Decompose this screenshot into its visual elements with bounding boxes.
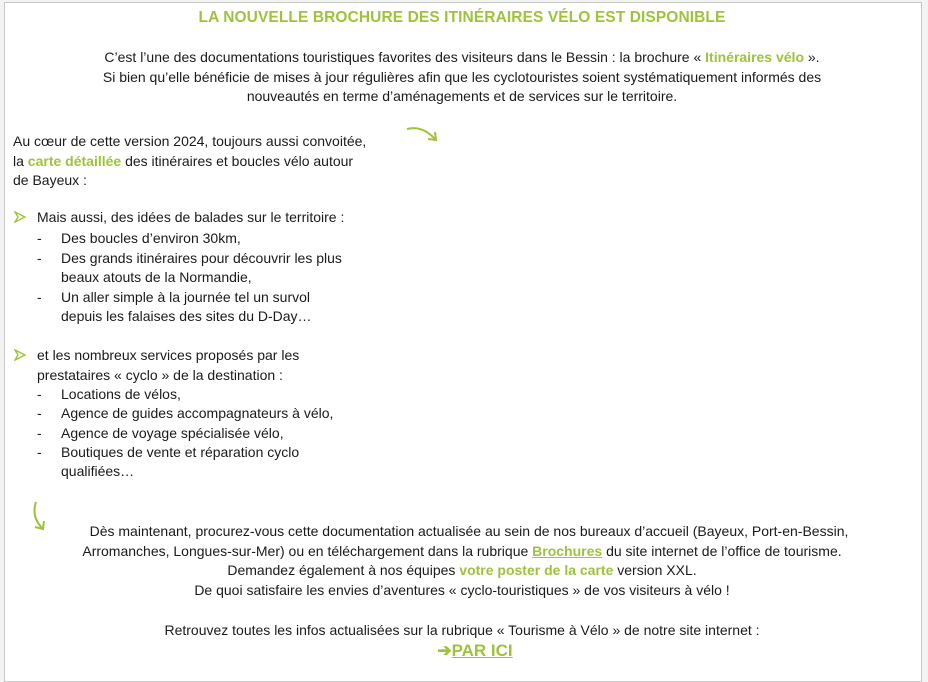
check-arrow-bullet-icon [14, 211, 26, 223]
coeur-line-3: de Bayeux : [13, 172, 87, 188]
par-ici-cta [0, 641, 928, 661]
coeur-line-1: Au cœur de cette version 2024, toujours aussi convoitée, [13, 133, 367, 149]
intro-text-end: ». [804, 49, 820, 65]
coeur-text-end: des itinéraires et boucles vélo autour [121, 152, 354, 169]
list-item-continued: depuis les falaises des sites du D-Day… [61, 308, 312, 324]
closing-line-2 [0, 542, 924, 562]
section2-heading-line-2: prestataires « cyclo » de la destination : [37, 366, 283, 383]
section2-heading [37, 346, 299, 385]
closing-text: Arromanches, Longues-sur-Mer) ou en téléchargement dans la rubrique [82, 543, 533, 559]
list-dash: - [37, 425, 42, 441]
closing-line-3 [0, 561, 924, 581]
list-item: Locations de vélos, [61, 386, 181, 402]
coeur-paragraph [13, 132, 366, 191]
closing-text: du site internet de l’office de tourisme. [602, 543, 842, 559]
closing-text: version XXL. [613, 562, 697, 578]
list-item: Des boucles d’environ 30km, [61, 230, 241, 246]
list-item: Un aller simple à la journée tel un survol [61, 289, 311, 305]
list-dash: - [37, 289, 42, 305]
closing-line-1 [0, 522, 924, 542]
list-item: Des grands itinéraires pour découvrir les plus [61, 250, 342, 266]
list-item: Boutiques de vente et réparation cyclo [61, 444, 300, 460]
list-item: Agence de guides accompagnateurs à vélo, [61, 405, 334, 421]
check-arrow-bullet-icon [14, 349, 26, 361]
intro-text: C’est l’une des documentations touristiques favorites des visiteurs dans le Bessin : la brochure « [104, 49, 706, 65]
brochures-link[interactable]: Brochures [532, 543, 603, 559]
coeur-line-2 [13, 152, 366, 172]
section2-heading-line-1: et les nombreux services proposés par les [37, 347, 300, 363]
carte-detaillee-highlight: carte détaillée [27, 152, 122, 169]
page-title: LA NOUVELLE BROCHURE DES ITINÉRAIRES VÉLO EST DISPONIBLE [198, 9, 726, 26]
closing-line-5: Retrouvez toutes les infos actualisées sur la rubrique « Tourisme à Vélo » de notre site internet : [164, 622, 760, 638]
list-item-continued: qualifiées… [61, 463, 135, 479]
intro-paragraph [0, 48, 924, 107]
list-dash: - [37, 386, 42, 402]
closing-line-4: De quoi satisfaire les envies d’aventures « cyclo-touristiques » de vos visiteurs à vélo ! [194, 582, 730, 598]
list-dash: - [37, 250, 42, 266]
intro-line-2: Si bien qu’elle bénéficie de mises à jour régulières afin que les cyclotouristes soient systématiquement informés des [102, 68, 822, 85]
arrow-right-icon: ➔ [437, 641, 452, 660]
list-dash: - [37, 405, 42, 421]
poster-highlight: votre poster de la carte [459, 562, 614, 578]
intro-line-3: nouveautés en terme d’aménagements et de services sur le territoire. [246, 88, 678, 104]
intro-line-1 [0, 48, 924, 68]
intro-highlight: Itinéraires vélo [705, 49, 804, 65]
list-item-continued: beaux atouts de la Normandie, [61, 269, 252, 285]
list-dash: - [37, 444, 42, 460]
list-item: Agence de voyage spécialisée vélo, [61, 425, 284, 441]
curved-arrow-right-icon [404, 124, 442, 146]
par-ici-link[interactable]: PAR ICI [451, 641, 513, 660]
coeur-text: la [13, 152, 28, 169]
closing-text: Dès maintenant, procurez-vous cette documentation actualisée au sein de nos bureaux d’accueil (Bayeux, Port-en-Bessin, [89, 523, 849, 539]
list-dash: - [37, 230, 42, 246]
closing-text: Demandez également à nos équipes [227, 562, 460, 578]
section1-heading: Mais aussi, des idées de balades sur le territoire : [37, 209, 345, 225]
